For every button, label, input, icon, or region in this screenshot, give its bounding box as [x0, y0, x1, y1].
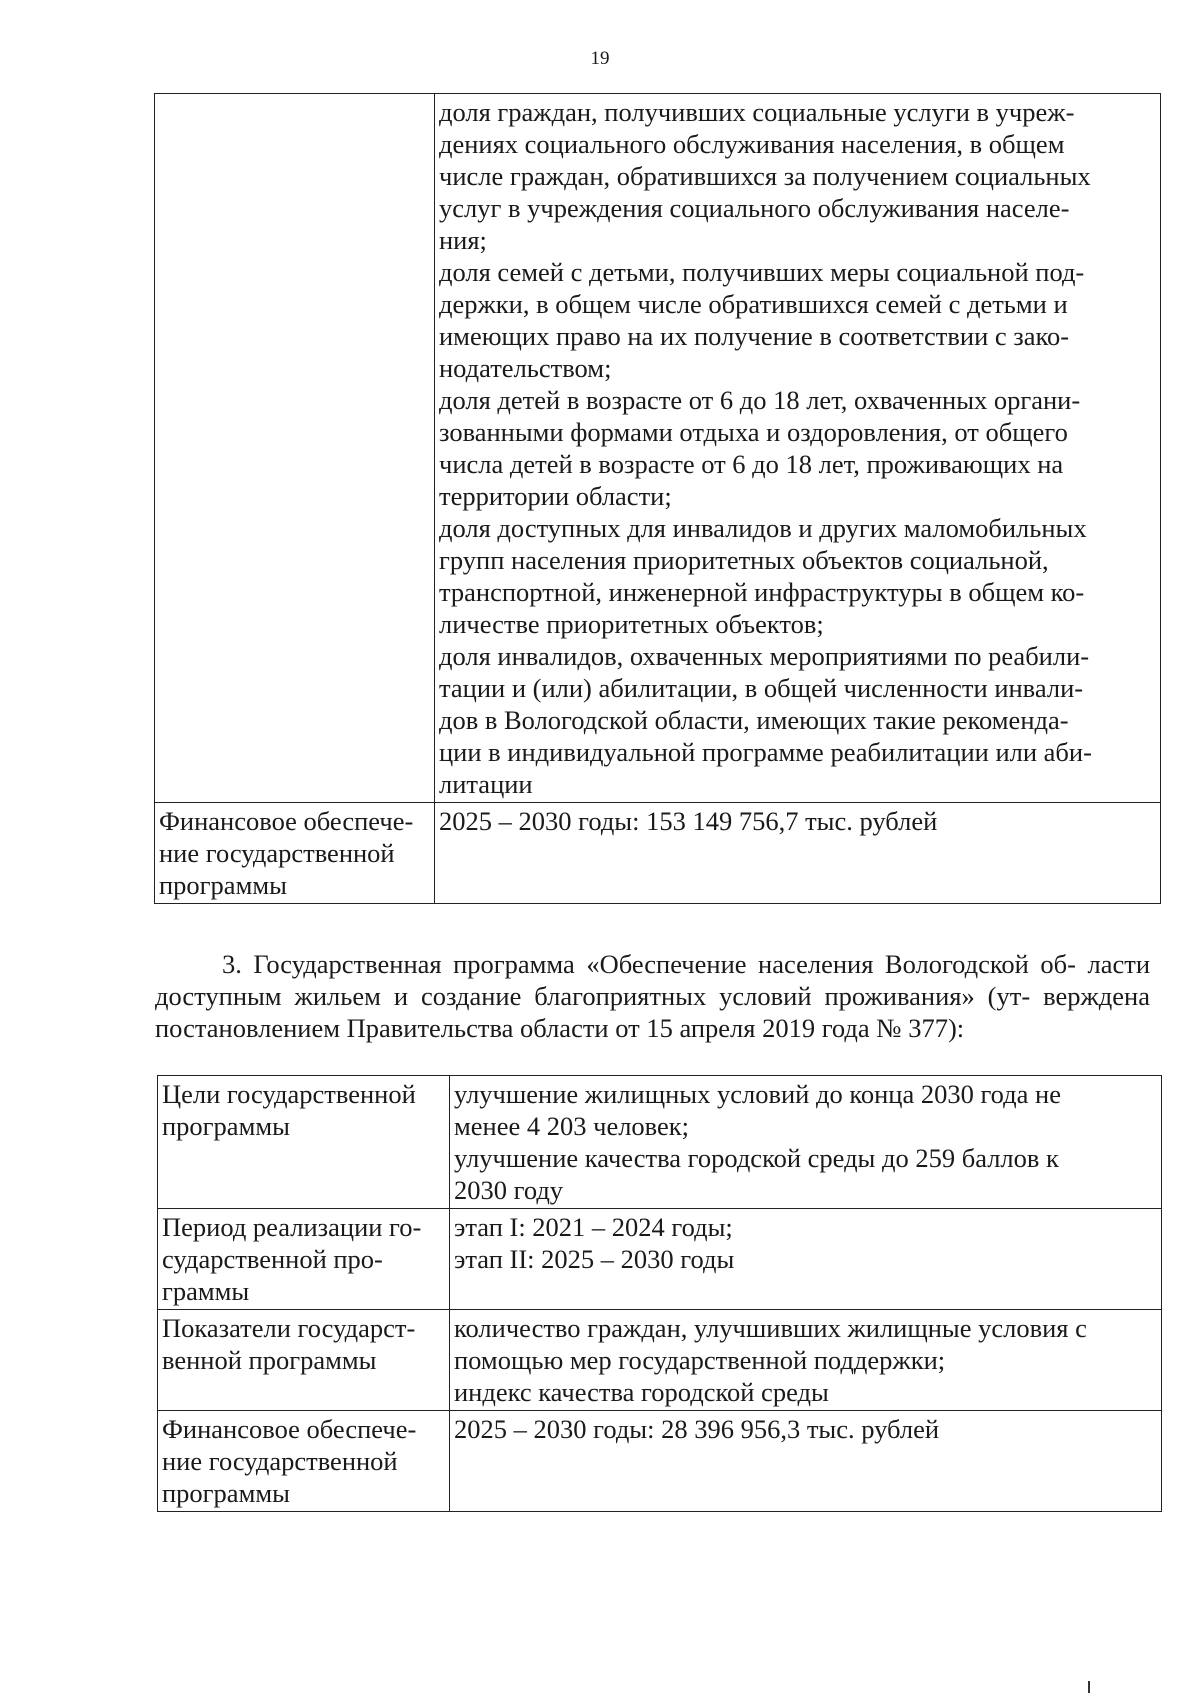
goals-value-line: менее 4 203 человек;: [454, 1111, 690, 1141]
indicator-line: дов в Вологодской области, имеющих такие рекоменда-: [439, 705, 1069, 735]
paragraph-line: верждена постановлением Правительства области от 15 апреля 2019 года № 377):: [155, 981, 1150, 1043]
indicators-label-line: Показатели государст-: [162, 1313, 416, 1343]
paragraph-line: ласти доступным жильем и создание благоприятных условий проживания» (ут-: [155, 949, 1150, 1011]
finance-value: 2025 – 2030 годы: 28 396 956,3 тыс. рублей: [454, 1414, 940, 1444]
program-3-passport-table: [157, 1075, 1162, 1512]
program-3-heading-paragraph: [155, 948, 1150, 1044]
indicator-line: нодательством;: [439, 353, 612, 383]
finance-row: [155, 803, 1161, 904]
page-number: 19: [590, 48, 610, 69]
indicator-line: держки, в общем числе обратившихся семей с детьми и: [439, 289, 1068, 319]
finance-label-line: ние государственной: [159, 838, 395, 868]
period-value-line: этап I: 2021 – 2024 годы;: [454, 1212, 733, 1242]
finance-label-line: Финансовое обеспече-: [162, 1414, 417, 1444]
period-value-cell: [450, 1209, 1162, 1310]
indicator-line: тации и (или) абилитации, в общей численности инвали-: [439, 673, 1084, 703]
goals-label-line: Цели государственной: [162, 1079, 416, 1109]
finance-value-cell: [450, 1411, 1162, 1512]
finance-label-cell: [155, 803, 435, 904]
indicator-line: доля доступных для инвалидов и других маломобильных: [439, 513, 1087, 543]
period-value-line: этап II: 2025 – 2030 годы: [454, 1244, 735, 1274]
indicator-line: доля инвалидов, охваченных мероприятиями по реабили-: [439, 641, 1090, 671]
period-label-line: Период реализации го-: [162, 1212, 422, 1242]
indicators-label-line: венной программы: [162, 1345, 377, 1375]
indicator-line: числа детей в возрасте от 6 до 18 лет, проживающих на: [439, 449, 1064, 479]
indicator-line: литации: [439, 769, 533, 799]
indicators-label-cell: [155, 94, 435, 803]
finance-label-line: программы: [159, 870, 287, 900]
indicator-line: ния;: [439, 225, 487, 255]
indicators-row: [158, 1310, 1162, 1411]
indicators-value-cell: [450, 1310, 1162, 1411]
indicator-line: транспортной, инженерной инфраструктуры в общем ко-: [439, 577, 1085, 607]
goals-value-line: улучшение жилищных условий до конца 2030 года не: [454, 1079, 1061, 1109]
indicator-line: ции в индивидуальной программе реабилитации или аби-: [439, 737, 1092, 767]
scan-edge-mark: [1088, 1681, 1090, 1693]
indicator-line: числе граждан, обратившихся за получением социальных: [439, 161, 1091, 191]
goals-value-cell: [450, 1076, 1162, 1209]
indicator-line: зованными формами отдыха и оздоровления, от общего: [439, 417, 1068, 447]
paragraph-line: 3. Государственная программа «Обеспечение населения Вологодской об-: [222, 949, 1076, 979]
period-label-line: граммы: [162, 1276, 250, 1306]
indicator-line: личестве приоритетных объектов;: [439, 609, 824, 639]
period-label-line: сударственной про-: [162, 1244, 383, 1274]
indicator-line: услуг в учреждения социального обслуживания населе-: [439, 193, 1070, 223]
finance-label-line: ние государственной: [162, 1446, 398, 1476]
goals-value-line: 2030 году: [454, 1175, 564, 1205]
indicators-row: [155, 94, 1161, 803]
period-row: [158, 1209, 1162, 1310]
indicator-line: групп населения приоритетных объектов социальной,: [439, 545, 1049, 575]
finance-label-line: программы: [162, 1478, 290, 1508]
goals-row: [158, 1076, 1162, 1209]
indicators-value-line: помощью мер государственной поддержки;: [454, 1345, 946, 1375]
indicator-line: дениях социального обслуживания населения, в общем: [439, 129, 1065, 159]
period-label-cell: [158, 1209, 450, 1310]
indicator-line: имеющих право на их получение в соответствии с зако-: [439, 321, 1070, 351]
indicators-value-line: индекс качества городской среды: [454, 1377, 829, 1407]
finance-value: 2025 – 2030 годы: 153 149 756,7 тыс. рублей: [439, 806, 938, 836]
finance-value-cell: [435, 803, 1161, 904]
indicator-line: территории области;: [439, 481, 672, 511]
indicator-line: доля семей с детьми, получивших меры социальной под-: [439, 257, 1085, 287]
goals-label-cell: [158, 1076, 450, 1209]
finance-label-cell: [158, 1411, 450, 1512]
finance-label-line: Финансовое обеспече-: [159, 806, 414, 836]
indicator-line: доля детей в возрасте от 6 до 18 лет, охваченных органи-: [439, 385, 1081, 415]
goals-value-line: улучшение качества городской среды до 259 баллов к: [454, 1143, 1059, 1173]
indicators-value-line: количество граждан, улучшивших жилищные условия с: [454, 1313, 1087, 1343]
finance-row: [158, 1411, 1162, 1512]
indicators-value-cell: [435, 94, 1161, 803]
program-2-passport-table: [154, 93, 1161, 904]
indicators-label-cell: [158, 1310, 450, 1411]
goals-label-line: программы: [162, 1111, 290, 1141]
indicator-line: доля граждан, получивших социальные услуги в учреж-: [439, 97, 1075, 127]
